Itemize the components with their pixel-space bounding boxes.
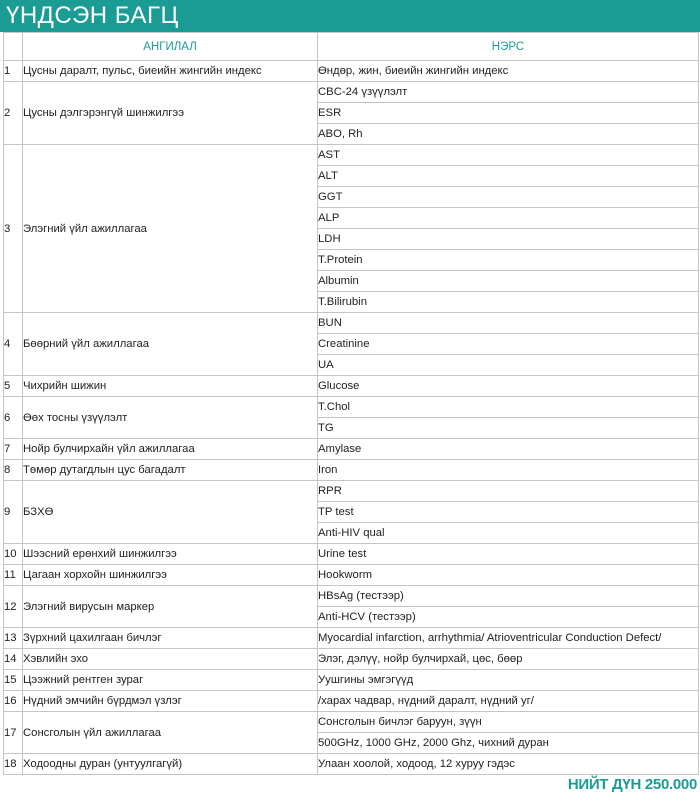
row-item: T.Bilirubin bbox=[318, 292, 699, 313]
header-category: АНГИЛАЛ bbox=[23, 33, 318, 61]
row-item: Hookworm bbox=[318, 565, 699, 586]
table-row bbox=[4, 628, 699, 649]
row-number: 4 bbox=[4, 313, 23, 376]
row-category: Шээсний ерөнхий шинжилгээ bbox=[23, 544, 318, 565]
package-table bbox=[3, 32, 699, 775]
page-title: ҮНДСЭН БАГЦ bbox=[6, 2, 179, 29]
row-item: 500GHz, 1000 GHz, 2000 Ghz, чихний дуран bbox=[318, 733, 699, 754]
row-category: Зүрхний цахилгаан бичлэг bbox=[23, 628, 318, 649]
row-item: RPR bbox=[318, 481, 699, 502]
table-row bbox=[4, 61, 699, 82]
row-category: Цусны даралт, пульс, биеийн жингийн индекс bbox=[23, 61, 318, 82]
row-number: 10 bbox=[4, 544, 23, 565]
row-item: Улаан хоолой, ходоод, 12 хуруу гэдэс bbox=[318, 754, 699, 775]
row-number: 16 bbox=[4, 691, 23, 712]
row-category: Өөх тосны үзүүлэлт bbox=[23, 397, 318, 439]
table-row bbox=[4, 712, 699, 733]
row-number: 13 bbox=[4, 628, 23, 649]
row-category: Ходоодны дуран (унтуулгагүй) bbox=[23, 754, 318, 775]
row-number: 11 bbox=[4, 565, 23, 586]
row-category: Сонсголын үйл ажиллагаа bbox=[23, 712, 318, 754]
table-row bbox=[4, 586, 699, 607]
table-row bbox=[4, 649, 699, 670]
row-item: Myocardial infarction, arrhythmia/ Atrioventricular Conduction Defect/ bbox=[318, 628, 699, 649]
table-row bbox=[4, 670, 699, 691]
table-row bbox=[4, 565, 699, 586]
row-number: 15 bbox=[4, 670, 23, 691]
row-category: Элэгний үйл ажиллагаа bbox=[23, 145, 318, 313]
row-item: Уушгины эмгэгүүд bbox=[318, 670, 699, 691]
row-category: Нойр булчирхайн үйл ажиллагаа bbox=[23, 439, 318, 460]
row-item: /харах чадвар, нүдний даралт, нүдний уг/ bbox=[318, 691, 699, 712]
row-category: Элэгний вирусын маркер bbox=[23, 586, 318, 628]
row-item: AST bbox=[318, 145, 699, 166]
table-row bbox=[4, 376, 699, 397]
row-category: БЗХӨ bbox=[23, 481, 318, 544]
row-number: 7 bbox=[4, 439, 23, 460]
row-item: T.Protein bbox=[318, 250, 699, 271]
row-category: Цагаан хорхойн шинжилгээ bbox=[23, 565, 318, 586]
row-category: Цээжний рентген зураг bbox=[23, 670, 318, 691]
table-row bbox=[4, 544, 699, 565]
row-item: TP test bbox=[318, 502, 699, 523]
row-category: Төмөр дутагдлын цус багадалт bbox=[23, 460, 318, 481]
row-item: Anti-HCV (тестээр) bbox=[318, 607, 699, 628]
table-header-row bbox=[4, 33, 699, 61]
row-item: Albumin bbox=[318, 271, 699, 292]
row-number: 17 bbox=[4, 712, 23, 754]
row-number: 9 bbox=[4, 481, 23, 544]
header-number bbox=[4, 33, 23, 61]
row-category: Цусны дэлгэрэнгүй шинжилгээ bbox=[23, 82, 318, 145]
row-item: BUN bbox=[318, 313, 699, 334]
table-row bbox=[4, 691, 699, 712]
row-item: Glucose bbox=[318, 376, 699, 397]
row-item: ESR bbox=[318, 103, 699, 124]
row-item: Amylase bbox=[318, 439, 699, 460]
row-number: 5 bbox=[4, 376, 23, 397]
row-number: 3 bbox=[4, 145, 23, 313]
row-category: Чихрийн шижин bbox=[23, 376, 318, 397]
row-number: 2 bbox=[4, 82, 23, 145]
row-item: ABO, Rh bbox=[318, 124, 699, 145]
row-item: Өндөр, жин, биеийн жингийн индекс bbox=[318, 61, 699, 82]
row-number: 1 bbox=[4, 61, 23, 82]
row-category: Бөөрний үйл ажиллагаа bbox=[23, 313, 318, 376]
table-row bbox=[4, 481, 699, 502]
row-category: Нүдний эмчийн бүрдмэл үзлэг bbox=[23, 691, 318, 712]
title-banner bbox=[0, 0, 700, 32]
table-body bbox=[4, 61, 699, 775]
table-row bbox=[4, 145, 699, 166]
row-item: Элэг, дэлүү, нойр булчирхай, цөс, бөөр bbox=[318, 649, 699, 670]
row-category: Хэвлийн эхо bbox=[23, 649, 318, 670]
row-item: UA bbox=[318, 355, 699, 376]
table-row bbox=[4, 397, 699, 418]
row-item: GGT bbox=[318, 187, 699, 208]
row-item: HBsAg (тестээр) bbox=[318, 586, 699, 607]
table-row bbox=[4, 754, 699, 775]
row-number: 14 bbox=[4, 649, 23, 670]
row-item: Anti-HIV qual bbox=[318, 523, 699, 544]
total-price: НИЙТ ДҮН 250.000 bbox=[567, 776, 697, 793]
row-item: ALT bbox=[318, 166, 699, 187]
row-item: ALP bbox=[318, 208, 699, 229]
row-item: CBC-24 үзүүлэлт bbox=[318, 82, 699, 103]
row-item: T.Chol bbox=[318, 397, 699, 418]
row-item: Сонсголын бичлэг баруун, зүүн bbox=[318, 712, 699, 733]
table-row bbox=[4, 439, 699, 460]
row-item: Iron bbox=[318, 460, 699, 481]
table-row bbox=[4, 460, 699, 481]
row-item: TG bbox=[318, 418, 699, 439]
table-row bbox=[4, 82, 699, 103]
row-item: Urine test bbox=[318, 544, 699, 565]
row-item: Creatinine bbox=[318, 334, 699, 355]
row-number: 18 bbox=[4, 754, 23, 775]
table-row bbox=[4, 313, 699, 334]
header-name: НЭРС bbox=[318, 33, 699, 61]
row-item: LDH bbox=[318, 229, 699, 250]
row-number: 8 bbox=[4, 460, 23, 481]
row-number: 6 bbox=[4, 397, 23, 439]
row-number: 12 bbox=[4, 586, 23, 628]
